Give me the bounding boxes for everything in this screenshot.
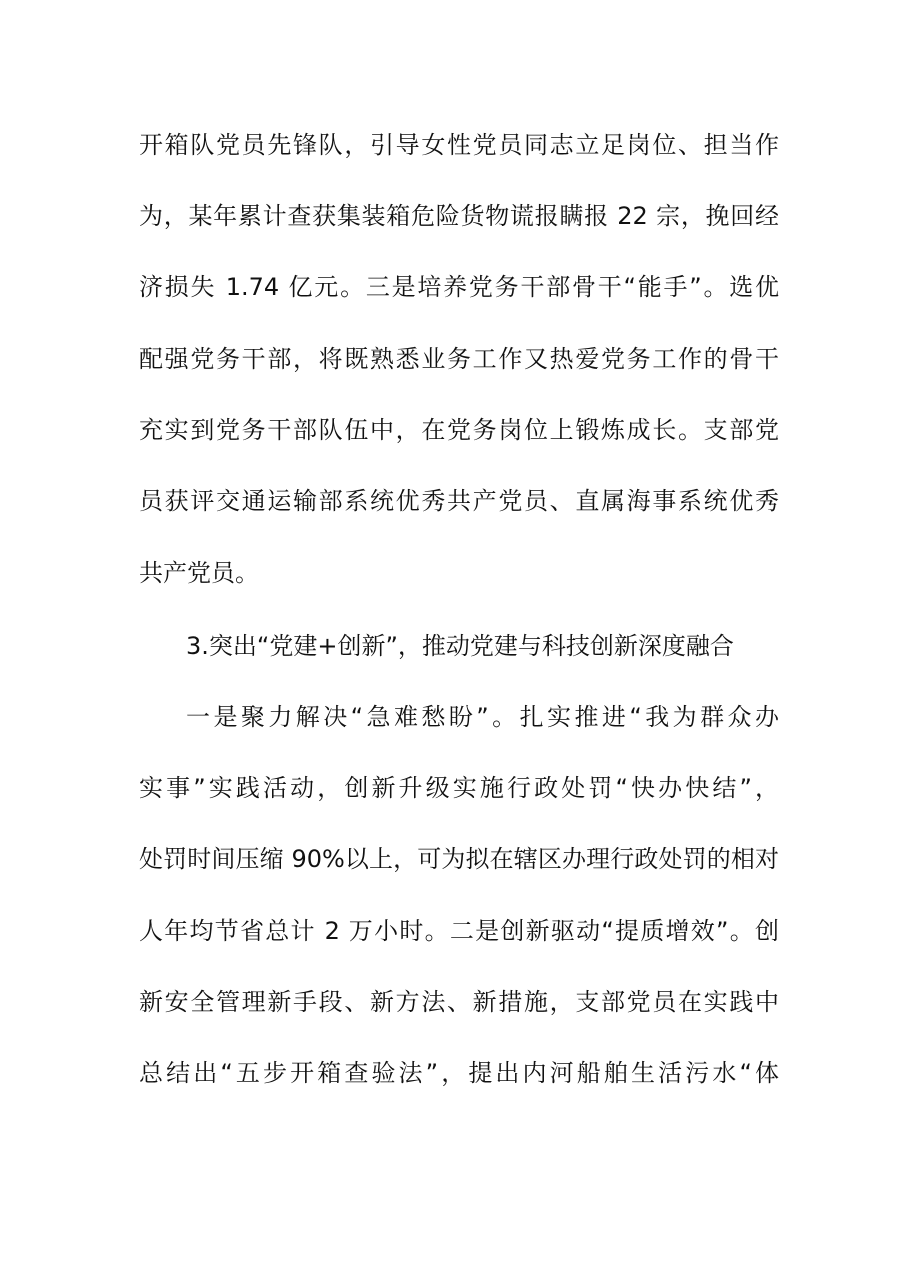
body-text-line: 实事”实践活动，创新升级实施行政处罚“快办快结”， [139, 774, 779, 802]
body-text-line: 充实到党务干部队伍中，在党务岗位上锻炼成长。支部党 [139, 416, 779, 444]
body-text-line: 总结出“五步开箱查验法”，提出内河船舶生活污水“体 [139, 1059, 779, 1087]
body-text-line: 员获评交通运输部系统优秀共产党员、直属海事系统优秀 [139, 487, 779, 515]
body-text-line: 处罚时间压缩 90%以上，可为拟在辖区办理行政处罚的相对 [139, 845, 779, 873]
body-text-line: 开箱队党员先锋队，引导女性党员同志立足岗位、担当作 [139, 131, 779, 159]
body-text-line: 共产党员。 [139, 559, 259, 587]
body-text-line: 为，某年累计查获集装箱危险货物谎报瞒报 22 宗，挽回经 [139, 202, 779, 230]
body-text-line: 一是聚力解决“急难愁盼”。扎实推进“我为群众办 [186, 703, 779, 731]
body-text-line: 新安全管理新手段、新方法、新措施，支部党员在实践中 [139, 988, 779, 1016]
section-heading: 3.突出“党建+创新”，推动党建与科技创新深度融合 [186, 632, 734, 660]
body-text-line: 配强党务干部，将既熟悉业务工作又热爱党务工作的骨干 [139, 345, 779, 373]
body-text-line: 济损失 1.74 亿元。三是培养党务干部骨干“能手”。选优 [139, 273, 779, 301]
body-text-line: 人年均节省总计 2 万小时。二是创新驱动“提质增效”。创 [139, 917, 779, 945]
